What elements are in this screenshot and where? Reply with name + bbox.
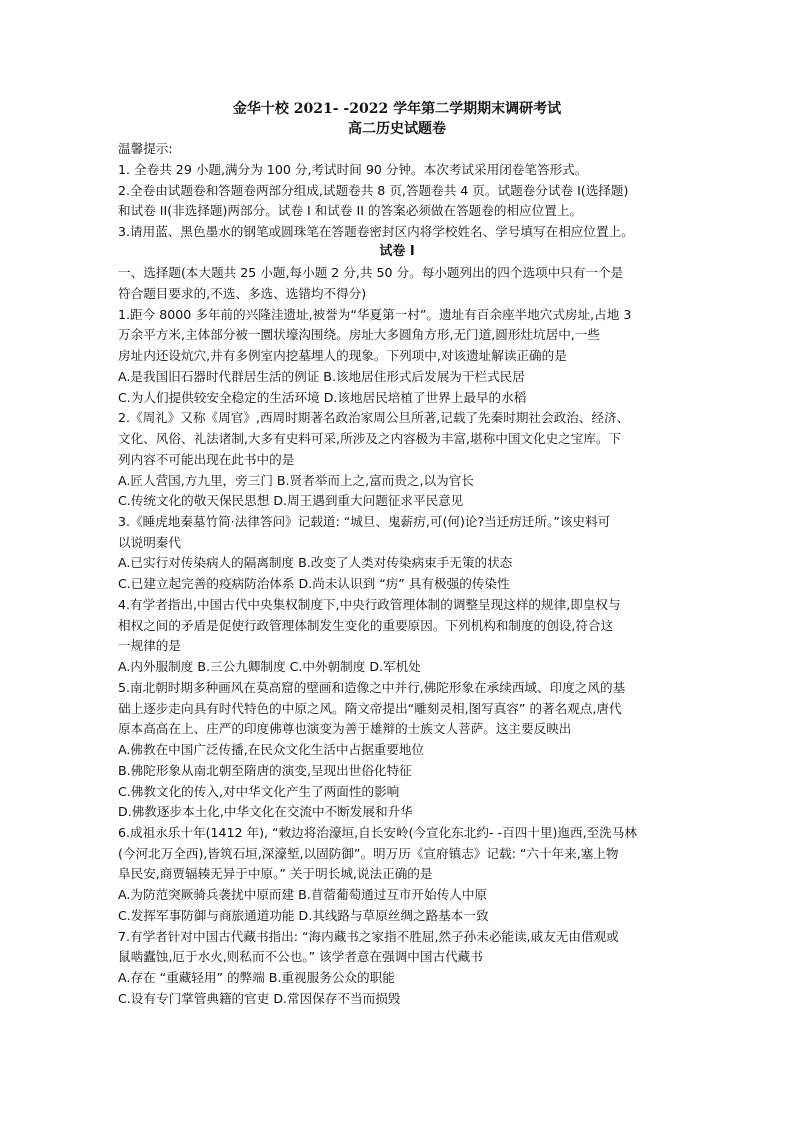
section-instructions: 符合题目要求的,不选、多选、选错均不得分) bbox=[118, 286, 367, 301]
question-6-stem: 6.成祖永乐十年(1412 年), “敕边将治濠垣,自长安岭(今宣化东北约- -百四十里)迤西,至洗马林 bbox=[118, 825, 637, 840]
question-1-stem: 万余平方米,主体部分被一圜状壕沟围绕。房址大多圆角方形,无门道,圆形灶坑居中,一些 bbox=[118, 327, 600, 342]
notice-heading: 温馨提示: bbox=[118, 141, 173, 156]
question-5-stem: 原本高高在上、庄严的印度佛尊也演变为善于雄辩的士族文人菩萨。这主要反映出 bbox=[118, 721, 572, 736]
question-7-options: A.存在 “重藏轻用” 的弊端 B.重视服务公众的职能 bbox=[118, 970, 395, 985]
question-3-options: C.已建立起完善的疫病防治体系 D.尚未认识到 “疠” 具有极强的传染性 bbox=[118, 576, 510, 591]
question-2-options: C.传统文化的敬天保民思想 D.周王遇到重大问题征求平民意见 bbox=[118, 493, 464, 508]
exam-subtitle: 高二历史试题卷 bbox=[348, 121, 446, 137]
notice-line: 和试卷 II(非选择题)两部分。试卷 I 和试卷 II 的答案必须做在答题卷的相应位置上。 bbox=[118, 203, 583, 218]
question-2-stem: 2.《周礼》又称《周官》,西周时期著名政治家周公旦所著,记载了先秦时期社会政治、经济、 bbox=[118, 410, 630, 425]
question-1-options: A.是我国旧石器时代群居生活的例证 B.该地居住形式后发展为干栏式民居 bbox=[118, 369, 525, 384]
paper-label: 试卷 I bbox=[379, 244, 415, 259]
question-5-option: B.佛陀形象从南北朝至隋唐的演变,呈现出世俗化特征 bbox=[118, 763, 412, 778]
question-6-stem: 阜民安,商贾辐辏无异于中原。” 关于明长城,说法正确的是 bbox=[118, 866, 433, 881]
question-5-stem: 5.南北朝时期多种画风在莫高窟的壁画和造像之中并行,佛陀形象在承续西域、印度之风的基 bbox=[118, 680, 626, 695]
question-5-option: A.佛教在中国广泛传播,在民众文化生活中占据重要地位 bbox=[118, 742, 425, 757]
question-4-stem: 4.有学者指出,中国古代中央集权制度下,中央行政管理体制的调整呈现这样的规律,即皇权与 bbox=[118, 597, 621, 612]
question-7-options: C.设有专门掌管典籍的官吏 D.常因保存不当而损毁 bbox=[118, 991, 401, 1006]
exam-title: 金华十校 2021- -2022 学年第二学期期末调研考试 bbox=[232, 101, 562, 117]
question-5-option: D.佛教逐步本土化,中华文化在交流中不断发展和升华 bbox=[118, 804, 413, 819]
question-2-stem: 文化、风俗、礼法诸制,大多有史料可采,所涉及之内容极为丰富,堪称中国文化史之宝库。下 bbox=[118, 431, 622, 446]
question-4-options: A.内外服制度 B.三公九卿制度 C.中外朝制度 D.军机处 bbox=[118, 659, 421, 674]
notice-line: 1. 全卷共 29 小题,满分为 100 分,考试时间 90 分钟。本次考试采用闭卷笔答形式。 bbox=[118, 162, 588, 177]
question-2-options: A.匠人营国,方九里，旁三门 B.贤者举而上之,富而贵之,以为官长 bbox=[118, 473, 474, 488]
question-6-options: A.为防范突厥骑兵袭扰中原而建 B.苜蓿葡萄通过互市开始传人中原 bbox=[118, 887, 488, 902]
section-instructions: 一、选择题(本大题共 25 小题,每小题 2 分,共 50 分。每小题列出的四个选项中只有一个是 bbox=[118, 265, 624, 280]
question-3-stem: 以说明秦代 bbox=[118, 535, 181, 550]
notice-line: 2.全卷由试题卷和答题卷两部分组成,试题卷共 8 页,答题卷共 4 页。试题卷分试卷 I(选择题) bbox=[118, 183, 629, 198]
question-3-options: A.已实行对传染病人的隔离制度 B.改变了人类对传染病束手无策的状态 bbox=[118, 555, 513, 570]
question-6-stem: (今河北万全西),皆筑石垣,深濠堑,以固防御”。明万历《宣府镇志》记载: “六十年来,塞上物 bbox=[118, 846, 619, 861]
question-7-stem: 7.有学者针对中国古代藏书指出: “海内藏书之家指不胜屈,然子孙未必能读,戚友无由借观或 bbox=[118, 929, 619, 944]
question-4-stem: 一规律的是 bbox=[118, 638, 181, 653]
question-5-option: C.佛教文化的传入,对中华文化产生了两面性的影响 bbox=[118, 784, 400, 799]
question-5-stem: 础上逐步走向具有时代特色的中原之风。隋文帝提出“雕刻灵相,图写真容” 的著名观点,唐代 bbox=[118, 701, 622, 716]
notice-line: 3.请用蓝、黑色墨水的钢笔或圆珠笔在答题卷密封区内将学校姓名、学号填写在相应位置上。 bbox=[118, 224, 634, 239]
question-2-stem: 列内容不可能出现在此书中的是 bbox=[118, 452, 295, 467]
question-3-stem: 3.《睡虎地秦墓竹简·法律答问》记载道: “城旦、鬼薪疠,可(何)论?当迁疠迁所。”该史料可 bbox=[118, 514, 611, 529]
question-4-stem: 相权之间的矛盾是促使行政管理体制发生变化的重要原因。下列机构和制度的创设,符合这 bbox=[118, 618, 614, 633]
question-7-stem: 鼠啮蠹蚀,厄于水火,则私而不公也。” 该学者意在强调中国古代藏书 bbox=[118, 949, 483, 964]
question-1-stem: 房址内还设炕穴,并有多例室内挖墓埋人的现象。下列项中,对该遗址解读正确的是 bbox=[118, 348, 567, 363]
question-1-stem: 1.距今 8000 多年前的兴隆洼遗址,被誉为“华夏第一村”。遗址有百余座半地穴式房址,占地 3 bbox=[118, 307, 632, 322]
question-6-options: C.发挥军事防御与商旅通道功能 D.其线路与草原丝绸之路基本一致 bbox=[118, 908, 489, 923]
question-1-options: C.为人们提供较安全稳定的生活环境 D.该地居民培植了世界上最早的水稻 bbox=[118, 390, 527, 405]
